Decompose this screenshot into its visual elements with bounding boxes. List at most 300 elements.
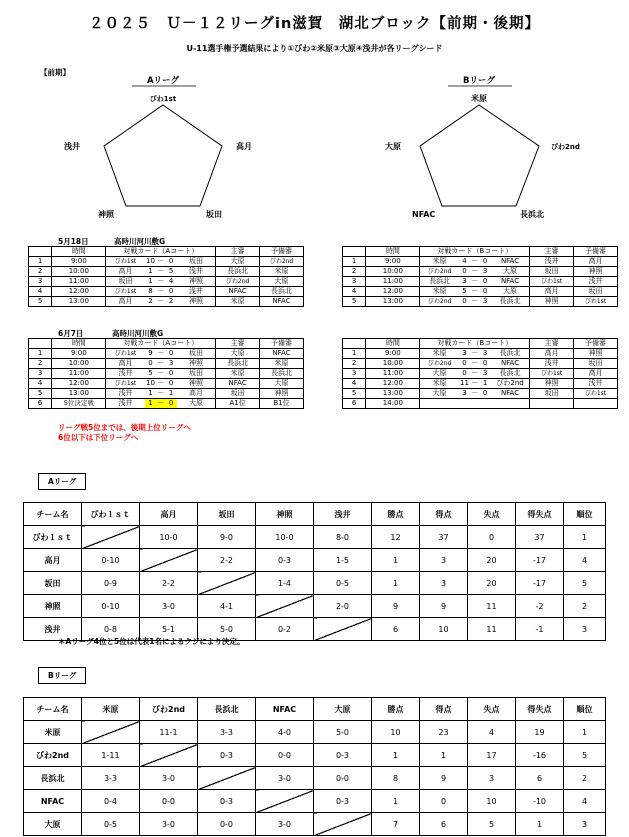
match-row bbox=[29, 277, 304, 287]
match-time-cell: 13:00 bbox=[366, 297, 420, 307]
stat-ga: 20 bbox=[468, 572, 516, 595]
match-ref-cell: 浅井 bbox=[530, 257, 574, 267]
match-hs-cell: 10 bbox=[145, 257, 155, 265]
a-standings-note: ＊Aリーグ4位と5位は代表1名によるクジにより決定。 bbox=[58, 637, 245, 646]
match-sep-cell: － bbox=[471, 257, 479, 265]
match-time-cell: 11:00 bbox=[366, 369, 420, 379]
stat-rank: 1 bbox=[564, 721, 606, 744]
match-result: 0-0 bbox=[140, 790, 198, 813]
match-time-cell: 9:00 bbox=[52, 257, 106, 267]
match-home-cell: びわ1st bbox=[106, 257, 145, 267]
match-no-cell: 3 bbox=[29, 369, 52, 379]
match-no-cell: 1 bbox=[343, 257, 366, 267]
header-stat: 得失点 bbox=[516, 503, 564, 526]
match-as-cell: 0 bbox=[165, 349, 177, 359]
header-card: 対戦カード（Bコート） bbox=[420, 339, 530, 349]
page-subtitle: U-11選手権予選結果により①びわ②米原③大原④浅井が各リーグシード bbox=[186, 44, 443, 53]
header-referee: 主審 bbox=[216, 247, 260, 257]
match-ref-cell: びわ1st bbox=[530, 369, 574, 379]
match-as-cell: 5 bbox=[165, 267, 177, 277]
match-hs-cell: 8 bbox=[145, 287, 157, 297]
match-as-cell: 1 bbox=[479, 379, 491, 389]
match-row bbox=[343, 369, 618, 379]
day2-b-court-table bbox=[342, 338, 618, 409]
header-stat: 順位 bbox=[564, 698, 606, 721]
match-res-cell: 長浜北 bbox=[260, 287, 304, 297]
match-res-cell: 神照 bbox=[574, 267, 618, 277]
match-home-cell: 長浜北 bbox=[420, 277, 459, 287]
standings-row bbox=[24, 549, 606, 572]
stat-gf: 6 bbox=[420, 813, 468, 836]
b-standings-label: Bリーグ bbox=[38, 667, 86, 684]
match-home-cell: 浅井 bbox=[106, 369, 145, 379]
standings-row bbox=[24, 790, 606, 813]
team-name: 高月 bbox=[24, 549, 82, 572]
match-hs-cell: 3 bbox=[459, 389, 471, 399]
stat-ga: 20 bbox=[468, 549, 516, 572]
match-result: 0-0 bbox=[198, 813, 256, 836]
header-stat: 得点 bbox=[420, 503, 468, 526]
match-as-cell: 3 bbox=[479, 369, 491, 379]
match-no-cell: 5 bbox=[343, 297, 366, 307]
header-no-cell bbox=[29, 247, 52, 257]
match-ref-cell bbox=[530, 399, 574, 409]
match-res-cell: 神照 bbox=[260, 389, 304, 399]
match-res-cell: 浅井 bbox=[574, 277, 618, 287]
standings-row bbox=[24, 721, 606, 744]
match-away-cell: 高月 bbox=[177, 389, 216, 399]
team-name: びわ2nd bbox=[24, 744, 82, 767]
match-hs-cell: 3 bbox=[459, 277, 471, 287]
match-away-cell: 大原 bbox=[491, 287, 530, 297]
match-ref-cell: 坂田 bbox=[216, 389, 260, 399]
match-time-cell: 9:00 bbox=[52, 349, 106, 359]
match-row bbox=[343, 399, 618, 409]
header-time: 時間 bbox=[52, 247, 106, 257]
match-result: 0-3 bbox=[198, 744, 256, 767]
day2-a-court-table bbox=[28, 338, 304, 409]
match-away-cell: 神照 bbox=[177, 359, 216, 369]
match-ref-cell: 浅井 bbox=[530, 359, 574, 369]
match-res-cell: 神照 bbox=[574, 349, 618, 359]
match-time-cell: 14:00 bbox=[366, 399, 420, 409]
match-away-cell: 長浜北 bbox=[491, 369, 530, 379]
match-no-cell: 1 bbox=[29, 257, 52, 267]
match-away-cell: 大原 bbox=[177, 399, 216, 409]
stat-ga: 5 bbox=[468, 813, 516, 836]
stat-pts: 12 bbox=[372, 526, 420, 549]
header-opponent: 長浜北 bbox=[198, 698, 256, 721]
match-time-cell: 5位決定戦 bbox=[52, 399, 106, 409]
team-name: 米原 bbox=[24, 721, 82, 744]
b-league-node: 大原 bbox=[385, 142, 401, 151]
match-as-cell: 0 bbox=[479, 359, 491, 369]
match-sep-cell: － bbox=[157, 257, 165, 265]
match-no-cell: 5 bbox=[343, 389, 366, 399]
diagonal-cell bbox=[140, 744, 198, 767]
match-res-cell: 坂田 bbox=[574, 359, 618, 369]
match-sep-cell: － bbox=[471, 389, 479, 397]
match-result: 1-4 bbox=[256, 572, 314, 595]
match-as-cell: 0 bbox=[479, 287, 491, 297]
team-name: 神照 bbox=[24, 595, 82, 618]
match-hs-cell: 1 bbox=[145, 277, 157, 287]
stat-rank: 2 bbox=[564, 767, 606, 790]
match-result: 11-1 bbox=[140, 721, 198, 744]
b-league-node: 長浜北 bbox=[520, 210, 544, 219]
stat-pts: 1 bbox=[372, 549, 420, 572]
match-away-cell: 坂田 bbox=[177, 257, 216, 267]
match-result: 0-3 bbox=[198, 790, 256, 813]
match-ref-cell: A1位 bbox=[216, 399, 260, 409]
stat-ga: 10 bbox=[468, 790, 516, 813]
match-no-cell: 4 bbox=[343, 379, 366, 389]
match-sep-cell: － bbox=[157, 277, 165, 285]
match-sep-cell: － bbox=[157, 349, 165, 357]
schedule-header-row bbox=[343, 247, 618, 257]
header-stat: 勝点 bbox=[372, 503, 420, 526]
match-hs-cell: 5 bbox=[459, 287, 471, 297]
header-reserve: 予備審 bbox=[260, 339, 304, 349]
stat-pts: 10 bbox=[372, 721, 420, 744]
match-sep-cell: － bbox=[471, 287, 479, 295]
header-no-cell bbox=[343, 247, 366, 257]
match-hs-cell: 9 bbox=[145, 349, 157, 359]
match-res-cell: 高月 bbox=[574, 369, 618, 379]
match-res-cell: 大原 bbox=[260, 277, 304, 287]
match-time-cell: 12:00 bbox=[366, 379, 420, 389]
match-no-cell: 2 bbox=[343, 267, 366, 277]
match-no-cell: 5 bbox=[29, 389, 52, 399]
team-name: 浅井 bbox=[24, 618, 82, 641]
stat-pts: 7 bbox=[372, 813, 420, 836]
a-standings-label: Aリーグ bbox=[38, 473, 86, 490]
match-home-cell: 大原 bbox=[420, 369, 459, 379]
stat-gd: -1 bbox=[516, 618, 564, 641]
match-no-cell: 6 bbox=[343, 399, 366, 409]
match-away-cell: 坂田 bbox=[177, 369, 216, 379]
diagonal-cell bbox=[314, 813, 372, 836]
first-half-label: 【前期】 bbox=[40, 68, 70, 77]
match-result: 0-3 bbox=[256, 549, 314, 572]
match-no-cell: 4 bbox=[29, 287, 52, 297]
match-hs-cell: 3 bbox=[459, 349, 471, 359]
match-ref-cell: びわ2nd bbox=[216, 277, 260, 287]
match-away-cell: NFAC bbox=[491, 277, 530, 287]
b-league-diagram bbox=[385, 76, 580, 219]
a-league-node: びわ1st bbox=[149, 95, 177, 103]
match-sep-cell: － bbox=[157, 287, 165, 295]
match-no-cell: 3 bbox=[29, 277, 52, 287]
a-league-node: 高月 bbox=[236, 142, 252, 151]
header-reserve: 予備審 bbox=[574, 247, 618, 257]
match-res-cell: NFAC bbox=[260, 297, 304, 307]
match-result: 9-0 bbox=[198, 526, 256, 549]
diagonal-cell bbox=[314, 618, 372, 641]
match-time-cell: 11:00 bbox=[52, 277, 106, 287]
header-referee: 主審 bbox=[216, 339, 260, 349]
match-result: 0-5 bbox=[314, 572, 372, 595]
match-ref-cell: 米原 bbox=[216, 369, 260, 379]
match-result: 3-0 bbox=[140, 595, 198, 618]
match-as-cell: 1 bbox=[165, 389, 177, 399]
standings-row bbox=[24, 744, 606, 767]
header-team-name: チーム名 bbox=[24, 503, 82, 526]
match-hs-cell: 2 bbox=[145, 297, 157, 307]
match-no-cell: 4 bbox=[29, 379, 52, 389]
match-no-cell: 1 bbox=[29, 349, 52, 359]
match-hs-cell: 1 bbox=[145, 267, 157, 277]
match-result: 0-8 bbox=[82, 618, 140, 641]
match-no-cell: 2 bbox=[29, 267, 52, 277]
stat-pts: 9 bbox=[372, 595, 420, 618]
match-result: 3-0 bbox=[140, 813, 198, 836]
match-result: 1-5 bbox=[314, 549, 372, 572]
match-result: 0-0 bbox=[314, 767, 372, 790]
b-league-node: NFAC bbox=[412, 210, 436, 219]
match-ref-cell: 高月 bbox=[530, 349, 574, 359]
header-opponent: 坂田 bbox=[198, 503, 256, 526]
match-as-cell: 3 bbox=[479, 297, 491, 307]
diagonal-cell bbox=[198, 572, 256, 595]
match-ref-cell: 大原 bbox=[216, 349, 260, 359]
match-row bbox=[29, 287, 304, 297]
match-as-cell: 3 bbox=[165, 359, 177, 369]
match-home-cell: 米原 bbox=[420, 379, 459, 389]
header-opponent: 高月 bbox=[140, 503, 198, 526]
match-time-cell: 10:00 bbox=[52, 267, 106, 277]
match-as-cell: 0 bbox=[479, 257, 491, 267]
stat-gd: -16 bbox=[516, 744, 564, 767]
b-league-node: びわ2nd bbox=[551, 143, 580, 151]
match-as-cell: 0 bbox=[479, 277, 491, 287]
match-home-cell: 米原 bbox=[420, 257, 459, 267]
a-league-node: 浅井 bbox=[64, 142, 80, 151]
match-away-cell: NFAC bbox=[491, 389, 530, 399]
stat-gd: -2 bbox=[516, 595, 564, 618]
header-opponent: びわ１ｓｔ bbox=[82, 503, 140, 526]
standings-row bbox=[24, 813, 606, 836]
match-result: 5-1 bbox=[140, 618, 198, 641]
stat-gf: 9 bbox=[420, 767, 468, 790]
match-ref-cell: 高月 bbox=[530, 287, 574, 297]
match-sep-cell: － bbox=[471, 369, 479, 377]
match-result: 2-0 bbox=[314, 595, 372, 618]
standings-header-row bbox=[24, 698, 606, 721]
header-opponent: びわ2nd bbox=[140, 698, 198, 721]
match-no-cell: 4 bbox=[343, 287, 366, 297]
match-result: 3-0 bbox=[256, 813, 314, 836]
match-away-cell: NFAC bbox=[491, 359, 530, 369]
match-time-cell: 10:00 bbox=[366, 267, 420, 277]
match-away-cell: 神照 bbox=[177, 379, 216, 389]
match-result: 0-5 bbox=[82, 813, 140, 836]
match-row bbox=[29, 389, 304, 399]
match-time-cell: 12:00 bbox=[366, 287, 420, 297]
match-result: 0-0 bbox=[256, 744, 314, 767]
header-time: 時間 bbox=[52, 339, 106, 349]
standings-row bbox=[24, 767, 606, 790]
diagonal-cell bbox=[140, 549, 198, 572]
league-diagrams bbox=[0, 70, 629, 230]
match-sep-cell: － bbox=[157, 267, 165, 275]
stat-ga: 17 bbox=[468, 744, 516, 767]
b-league-pentagon bbox=[420, 105, 539, 206]
match-home-cell: 浅井 bbox=[106, 389, 145, 399]
header-stat: 失点 bbox=[468, 503, 516, 526]
match-as-cell: 0 bbox=[165, 287, 177, 297]
match-away-cell: NFAC bbox=[491, 257, 530, 267]
match-sep-cell: － bbox=[157, 379, 165, 387]
header-opponent: 浅井 bbox=[314, 503, 372, 526]
match-result: 2-2 bbox=[140, 572, 198, 595]
day1-b-court-table bbox=[342, 246, 618, 307]
match-result: 0-3 bbox=[314, 744, 372, 767]
match-row bbox=[343, 379, 618, 389]
stat-ga: 4 bbox=[468, 721, 516, 744]
match-away-cell: 長浜北 bbox=[491, 297, 530, 307]
match-row bbox=[343, 297, 618, 307]
match-ref-cell: びわ1st bbox=[530, 277, 574, 287]
match-ref-cell: 長浜北 bbox=[216, 267, 260, 277]
a-league-pentagon bbox=[104, 105, 222, 206]
header-time: 時間 bbox=[366, 339, 420, 349]
match-sep-cell: － bbox=[471, 277, 479, 285]
match-time-cell: 12:00 bbox=[52, 287, 106, 297]
stat-gf: 1 bbox=[420, 744, 468, 767]
match-time-cell: 12:00 bbox=[52, 379, 106, 389]
match-res-cell bbox=[574, 399, 618, 409]
match-home-cell: 高月 bbox=[106, 267, 145, 277]
match-sep-cell: － bbox=[471, 359, 479, 367]
standings-row bbox=[24, 595, 606, 618]
match-row bbox=[343, 257, 618, 267]
match-result: 5-0 bbox=[198, 618, 256, 641]
stat-pts: 6 bbox=[372, 618, 420, 641]
a-league-diagram-title: Aリーグ bbox=[146, 76, 180, 86]
match-ref-cell: NFAC bbox=[216, 379, 260, 389]
stat-gd: 1 bbox=[516, 813, 564, 836]
match-row bbox=[29, 297, 304, 307]
match-res-cell: 米原 bbox=[260, 267, 304, 277]
match-hs-cell: 0 bbox=[145, 359, 157, 369]
match-no-cell: 2 bbox=[29, 359, 52, 369]
header-stat: 失点 bbox=[468, 698, 516, 721]
match-time-cell: 9:00 bbox=[366, 257, 420, 267]
stat-rank: 2 bbox=[564, 595, 606, 618]
stat-ga: 3 bbox=[468, 767, 516, 790]
stat-pts: 1 bbox=[372, 744, 420, 767]
stat-rank: 5 bbox=[564, 572, 606, 595]
match-res-cell: びわ1st bbox=[574, 297, 618, 307]
match-sep-cell: － bbox=[157, 369, 165, 377]
header-opponent: NFAC bbox=[256, 698, 314, 721]
match-result: 4-1 bbox=[198, 595, 256, 618]
team-name: びわ１ｓｔ bbox=[24, 526, 82, 549]
match-res-cell: NFAC bbox=[260, 349, 304, 359]
stat-gf: 0 bbox=[420, 790, 468, 813]
match-res-cell: びわ2nd bbox=[260, 257, 304, 267]
match-sep-cell: － bbox=[471, 267, 479, 275]
match-as-cell: 0 bbox=[165, 379, 177, 389]
match-home-cell: びわ2nd bbox=[420, 297, 459, 307]
match-as-cell: 0 bbox=[165, 399, 177, 409]
match-home-cell: 米原 bbox=[420, 287, 459, 297]
stat-gf: 37 bbox=[420, 526, 468, 549]
stat-pts: 1 bbox=[372, 572, 420, 595]
match-sep-cell: － bbox=[471, 297, 479, 305]
b-league-standings-table bbox=[23, 697, 606, 836]
match-row bbox=[343, 287, 618, 297]
stat-gf: 3 bbox=[420, 572, 468, 595]
match-sep-cell: － bbox=[157, 389, 165, 397]
standings-header-row bbox=[24, 503, 606, 526]
match-home-cell: びわ1st bbox=[106, 287, 145, 297]
a-league-standings-table bbox=[23, 502, 606, 641]
diagonal-cell bbox=[256, 595, 314, 618]
match-home-cell: びわ2nd bbox=[420, 359, 459, 369]
stat-gd: -10 bbox=[516, 790, 564, 813]
match-sep-cell: － bbox=[157, 297, 165, 305]
match-time-cell: 11:00 bbox=[52, 369, 106, 379]
team-name: 大原 bbox=[24, 813, 82, 836]
match-home-cell bbox=[420, 399, 459, 409]
stat-rank: 3 bbox=[564, 813, 606, 836]
match-no-cell: 1 bbox=[343, 349, 366, 359]
match-ref-cell: 坂田 bbox=[530, 267, 574, 277]
match-away-cell: びわ2nd bbox=[491, 379, 530, 389]
match-res-cell: 高月 bbox=[574, 257, 618, 267]
match-sep-cell: － bbox=[471, 379, 479, 387]
schedule-header-row bbox=[343, 339, 618, 349]
header-reserve: 予備審 bbox=[574, 339, 618, 349]
standings-row bbox=[24, 572, 606, 595]
day2-date: 6月7日 bbox=[58, 329, 84, 338]
match-res-cell: 長浜北 bbox=[260, 369, 304, 379]
match-away-cell: 浅井 bbox=[177, 287, 216, 297]
match-ref-cell: 米原 bbox=[216, 297, 260, 307]
match-row bbox=[343, 349, 618, 359]
match-result: 5-0 bbox=[314, 721, 372, 744]
match-no-cell: 2 bbox=[343, 359, 366, 369]
match-row bbox=[29, 379, 304, 389]
match-hs-cell: 1 bbox=[145, 389, 157, 399]
stat-gd: -17 bbox=[516, 549, 564, 572]
match-away-cell: 坂田 bbox=[177, 349, 216, 359]
diagonal-cell bbox=[82, 526, 140, 549]
b-league-node: 米原 bbox=[471, 94, 487, 103]
day1-venue: 高時川河川敷G bbox=[114, 237, 166, 246]
match-home-cell: 坂田 bbox=[106, 277, 145, 287]
header-stat: 得失点 bbox=[516, 698, 564, 721]
header-card: 対戦カード（Bコート） bbox=[420, 247, 530, 257]
note-line: リーグ戦5位までは、後期上位リーグへ bbox=[58, 423, 191, 432]
match-hs-cell: 11 bbox=[460, 379, 469, 387]
schedule-header-row bbox=[29, 247, 304, 257]
match-no-cell: 5 bbox=[29, 297, 52, 307]
stat-ga: 11 bbox=[468, 595, 516, 618]
match-away-cell: 神照 bbox=[177, 297, 216, 307]
match-sep-cell: － bbox=[157, 359, 165, 367]
stat-rank: 1 bbox=[564, 526, 606, 549]
match-hs-cell: 1 bbox=[145, 399, 157, 409]
match-row bbox=[29, 369, 304, 379]
match-sep-cell: － bbox=[157, 399, 165, 407]
schedule-header-row bbox=[29, 339, 304, 349]
match-no-cell: 3 bbox=[343, 277, 366, 287]
diagonal-cell bbox=[198, 767, 256, 790]
match-row bbox=[343, 277, 618, 287]
